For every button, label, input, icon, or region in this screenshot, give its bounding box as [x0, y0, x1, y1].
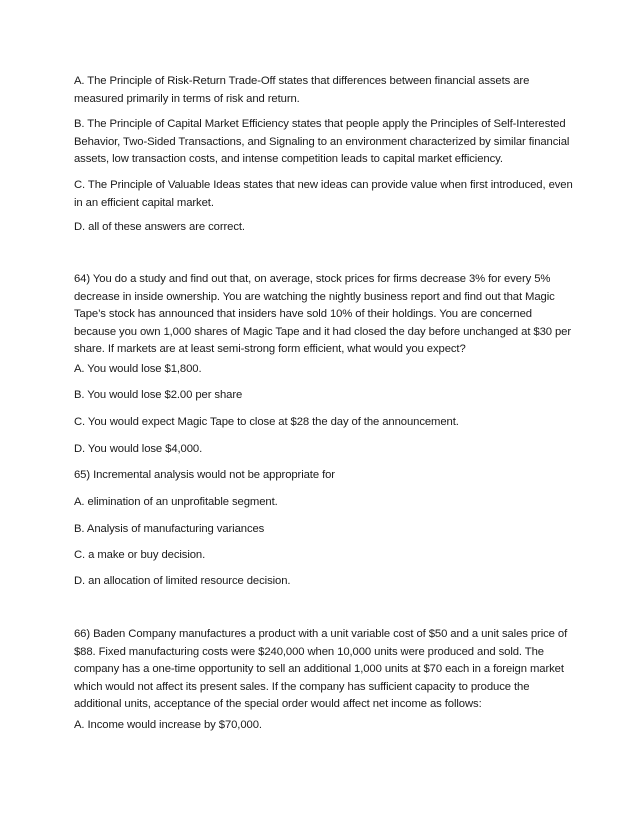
question-65-option-a: A. elimination of an unprofitable segment.: [74, 496, 278, 508]
question-64-option-b: B. You would lose $2.00 per share: [74, 389, 243, 401]
question-64-option-d: D. You would lose $4,000.: [74, 443, 203, 455]
question-65-stem: 65) Incremental analysis would not be appropriate for: [74, 469, 335, 481]
question-66-option-a: A. Income would increase by $70,000.: [74, 719, 262, 731]
question-64-stem: 64) You do a study and find out that, on average, stock prices for firms decrease 3% for every 5% decrease in inside ownership. You are watching the nightly business report and find out that Magic Tape’s stock has announced that insiders have sold 10% of their holdings. You are concerned because you own 1,000 shares of Magic Tape and it had closed the day before unchanged at $30 per share. If markets are at least semi-strong form efficient, what would you expect?: [74, 273, 572, 355]
question-66-stem: 66) Baden Company manufactures a product with a unit variable cost of $50 and a unit sales price of $88. Fixed manufacturing costs were $240,000 when 10,000 units were produced and sold. The company has a one-time opportunity to sell an additional 1,000 units at $70 each in a foreign market which would not affect its present sales. If the company has sufficient capacity to produce the additional units, acceptance of the special order would affect net income as follows:: [74, 628, 568, 710]
question-65-option-d: D. an allocation of limited resource decision.: [74, 575, 291, 587]
question-65-option-b: B. Analysis of manufacturing variances: [74, 523, 265, 535]
question-65-option-c: C. a make or buy decision.: [74, 549, 206, 561]
option-c-valuable-ideas: C. The Principle of Valuable Ideas states that new ideas can provide value when first introduced, even in an efficient capital market.: [74, 179, 573, 209]
question-64-option-a: A. You would lose $1,800.: [74, 363, 202, 375]
question-64-option-c: C. You would expect Magic Tape to close at $28 the day of the announcement.: [74, 416, 459, 428]
option-b-capital-market-efficiency: B. The Principle of Capital Market Efficiency states that people apply the Principles of Self-Interested Behavior, Two-Sided Transactions, and Signaling to an environment characterized by similar financial assets, low transaction costs, and intense competition leads to capital market efficiency.: [74, 118, 570, 165]
option-d-all-correct: D. all of these answers are correct.: [74, 221, 245, 233]
option-a-risk-return: A. The Principle of Risk-Return Trade-Off states that differences between financial assets are measured primarily in terms of risk and return.: [74, 75, 530, 105]
